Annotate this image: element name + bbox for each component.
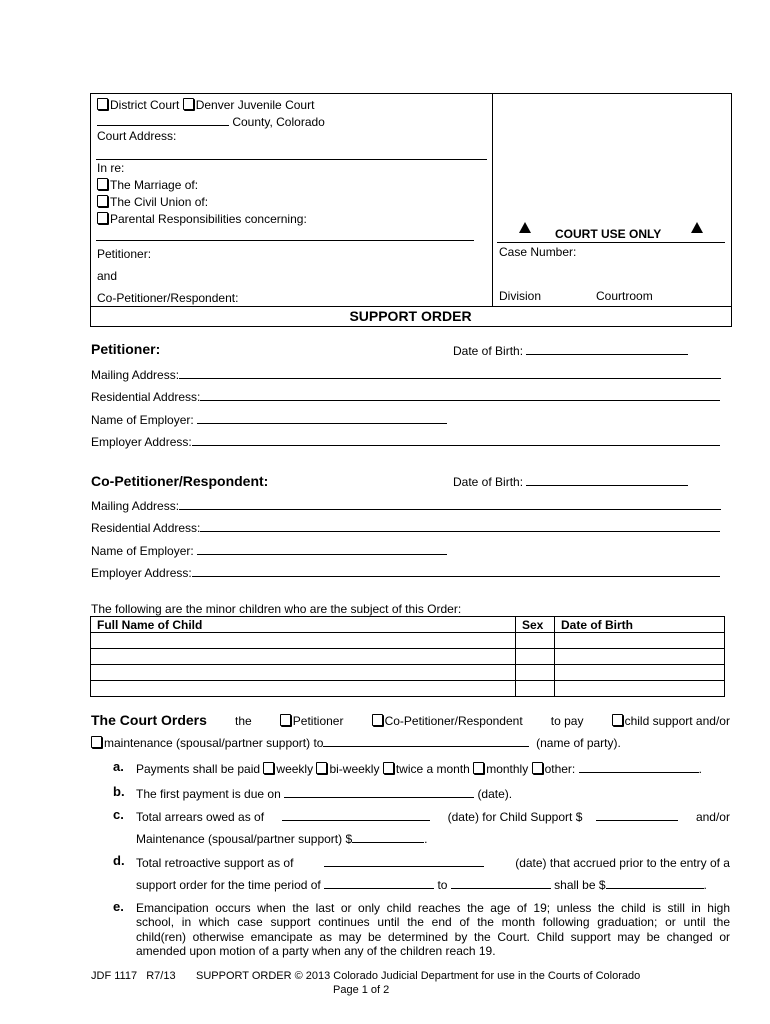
respondent-residential-field[interactable] <box>200 520 720 532</box>
orders-co-petitioner-option <box>372 714 523 728</box>
other-label: other: <box>544 762 576 776</box>
retroactive-label: Total retroactive support as of <box>136 856 294 870</box>
other-checkbox[interactable] <box>532 762 543 774</box>
marriage-label: The Marriage of: <box>110 178 199 192</box>
orders-line-1 <box>91 712 730 728</box>
child-name-cell[interactable] <box>91 665 516 681</box>
marriage-row <box>97 178 198 192</box>
table-row <box>91 633 725 649</box>
emancipation-line: child(ren) otherwise emancipate as may be determined by the Court. Child support may be changed or <box>136 930 730 944</box>
arrears-maintenance-field[interactable] <box>352 831 424 843</box>
arrears-and-or: and/or <box>695 810 730 824</box>
item-c-line-2: Maintenance (spousal/partner support) $ . <box>136 832 428 846</box>
period-end-field[interactable] <box>451 877 551 889</box>
item-a-letter: a. <box>113 759 124 774</box>
petitioner-employer-row <box>91 412 447 427</box>
column-full-name: Full Name of Child <box>91 617 516 633</box>
respondent-dob-label: Date of Birth: <box>453 475 524 489</box>
weekly-checkbox[interactable] <box>263 762 274 774</box>
parental-row <box>97 212 307 226</box>
table-row <box>91 665 725 681</box>
petitioner-mailing-label: Mailing Address: <box>91 368 180 382</box>
denver-juvenile-label: Denver Juvenile Court <box>195 98 315 112</box>
respondent-employer-address-row <box>91 565 720 580</box>
court-orders-heading: The Court Orders <box>91 712 207 728</box>
case-number-label: Case Number: <box>499 245 577 259</box>
respondent-dob-row <box>453 474 688 489</box>
first-payment-date-field[interactable] <box>284 786 474 798</box>
retroactive-amount-field[interactable] <box>606 877 704 889</box>
court-use-rule <box>497 242 725 243</box>
child-dob-cell[interactable] <box>555 665 725 681</box>
respondent-employer-field[interactable] <box>197 543 447 555</box>
denver-juvenile-checkbox[interactable] <box>183 98 194 110</box>
item-d-line-1 <box>136 855 730 870</box>
caption-and-label: and <box>97 269 118 283</box>
child-dob-cell[interactable] <box>555 633 725 649</box>
table-row <box>91 681 725 697</box>
page-number: Page 1 of 2 <box>333 984 390 996</box>
children-table-header <box>91 617 725 633</box>
biweekly-label: bi-weekly <box>329 762 380 776</box>
court-type-row <box>97 98 314 112</box>
respondent-employer-label: Name of Employer: <box>91 544 194 558</box>
petitioner-heading: Petitioner: <box>91 341 161 357</box>
civil-union-checkbox[interactable] <box>97 195 108 207</box>
form-id: JDF 1117 R7/13 <box>91 970 176 982</box>
biweekly-checkbox[interactable] <box>316 762 327 774</box>
item-d-letter: d. <box>113 853 125 868</box>
child-name-cell[interactable] <box>91 649 516 665</box>
orders-co-petitioner-checkbox[interactable] <box>372 714 383 726</box>
footer-title: SUPPORT ORDER © 2013 Colorado Judicial Department for use in the Courts of Colorado <box>196 970 641 982</box>
petitioner-residential-row <box>91 389 720 404</box>
respondent-residential-row <box>91 520 720 535</box>
column-sex: Sex <box>516 617 555 633</box>
respondent-mailing-row <box>91 498 721 513</box>
children-intro: The following are the minor children who are the subject of this Order: <box>91 602 462 616</box>
arrears-child-support-label: (date) for Child Support $ <box>447 810 583 824</box>
item-b-letter: b. <box>113 784 125 799</box>
payments-label: Payments shall be paid <box>136 762 261 776</box>
parental-label: Parental Responsibilities concerning: <box>110 212 307 226</box>
petitioner-employer-field[interactable] <box>197 412 447 424</box>
district-court-checkbox[interactable] <box>97 98 108 110</box>
orders-the-text: the <box>235 714 252 728</box>
form-title: SUPPORT ORDER <box>349 308 472 324</box>
first-payment-date-suffix: (date). <box>477 787 513 801</box>
item-c-letter: c. <box>113 807 124 822</box>
orders-petitioner-checkbox[interactable] <box>280 714 291 726</box>
marriage-checkbox[interactable] <box>97 178 108 190</box>
item-a-text: Payments shall be paid weekly bi-weekly twice a month monthly other: . <box>136 762 702 776</box>
retroactive-date-field[interactable] <box>324 855 484 867</box>
court-address-label: Court Address: <box>97 129 177 143</box>
division-label: Division <box>499 289 542 303</box>
orders-line-2 <box>91 735 621 750</box>
arrears-child-support-field[interactable] <box>596 809 678 821</box>
petitioner-employer-address-label: Employer Address: <box>91 435 192 449</box>
children-table <box>90 616 725 697</box>
in-re-label: In re: <box>97 161 125 175</box>
district-court-label: District Court <box>110 98 180 112</box>
child-sex-cell[interactable] <box>516 665 555 681</box>
arrears-maintenance-label: Maintenance (spousal/partner support) $ <box>136 832 353 846</box>
name-of-party-label: (name of party). <box>536 736 621 750</box>
child-dob-cell[interactable] <box>555 649 725 665</box>
county-field[interactable] <box>97 114 229 126</box>
respondent-employer-address-label: Employer Address: <box>91 566 192 580</box>
maintenance-checkbox[interactable] <box>91 736 102 748</box>
respondent-dob-field[interactable] <box>526 474 688 486</box>
orders-co-petitioner-label: Co-Petitioner/Respondent <box>384 714 523 728</box>
parental-checkbox[interactable] <box>97 212 108 224</box>
petitioner-employer-address-field[interactable] <box>192 434 720 446</box>
court-address-rule <box>96 159 487 160</box>
period-to-label: to <box>437 878 448 892</box>
county-row <box>97 114 325 129</box>
petitioner-employer-address-row <box>91 434 720 449</box>
monthly-checkbox[interactable] <box>473 762 484 774</box>
maintenance-label: maintenance (spousal/partner support) to <box>104 736 324 750</box>
respondent-employer-row <box>91 543 447 558</box>
caption-divider <box>492 93 493 306</box>
item-b-text <box>136 786 512 801</box>
time-period-label: support order for the time period of <box>136 878 321 892</box>
twice-month-label: twice a month <box>395 762 470 776</box>
civil-union-row <box>97 195 208 209</box>
petitioner-mailing-field[interactable] <box>179 367 721 379</box>
arrow-left-icon <box>519 222 531 236</box>
child-sex-cell[interactable] <box>516 633 555 649</box>
item-c-line-1 <box>136 809 730 824</box>
child-sex-cell[interactable] <box>516 681 555 697</box>
shall-be-label: shall be $ <box>554 878 606 892</box>
orders-child-support-option <box>612 714 730 728</box>
petitioner-dob-label: Date of Birth: <box>453 344 524 358</box>
respondent-mailing-field[interactable] <box>179 498 721 510</box>
caption-title-rule <box>90 306 731 307</box>
child-sex-cell[interactable] <box>516 649 555 665</box>
emancipation-line: amended upon motion of a party when any of the children reach 19. <box>136 944 496 958</box>
respondent-employer-address-field[interactable] <box>192 565 720 577</box>
emancipation-line: school, in which case support continues until the end of the month following graduation; or until the <box>136 915 730 929</box>
child-dob-cell[interactable] <box>555 681 725 697</box>
respondent-residential-label: Residential Address: <box>91 521 201 535</box>
arrow-right-icon <box>691 222 703 236</box>
arrears-label: Total arrears owed as of <box>136 810 265 824</box>
table-row <box>91 649 725 665</box>
petitioner-mailing-row <box>91 367 721 382</box>
child-name-cell[interactable] <box>91 681 516 697</box>
caption-petitioner-label: Petitioner: <box>97 247 152 261</box>
orders-to-pay-text: to pay <box>550 714 584 728</box>
petitioner-dob-field[interactable] <box>526 343 688 355</box>
item-d-line-2: support order for the time period of to shall be $ . <box>136 878 707 892</box>
caption-co-petitioner-label: Co-Petitioner/Respondent: <box>97 291 239 305</box>
period-start-field[interactable] <box>324 877 434 889</box>
party-rule <box>96 240 474 241</box>
child-support-checkbox[interactable] <box>612 714 623 726</box>
retroactive-accrued-label: (date) that accrued prior to the entry of a <box>515 856 730 870</box>
respondent-mailing-label: Mailing Address: <box>91 499 180 513</box>
child-support-label: child support and/or <box>624 714 730 728</box>
monthly-label: monthly <box>486 762 529 776</box>
petitioner-dob-row <box>453 343 688 358</box>
child-name-cell[interactable] <box>91 633 516 649</box>
arrears-date-field[interactable] <box>282 809 430 821</box>
county-label: County, Colorado <box>232 115 325 129</box>
orders-petitioner-label: Petitioner <box>292 714 344 728</box>
civil-union-label: The Civil Union of: <box>110 195 209 209</box>
court-use-only-label: COURT USE ONLY <box>555 227 662 241</box>
courtroom-label: Courtroom <box>596 289 653 303</box>
petitioner-residential-label: Residential Address: <box>91 390 201 404</box>
weekly-label: weekly <box>276 762 314 776</box>
maintenance-party-field[interactable] <box>323 735 529 747</box>
twice-month-checkbox[interactable] <box>383 762 394 774</box>
petitioner-residential-field[interactable] <box>200 389 720 401</box>
respondent-heading: Co-Petitioner/Respondent: <box>91 473 269 489</box>
other-frequency-field[interactable] <box>579 761 699 773</box>
emancipation-line: Emancipation occurs when the last or only child reaches the age of 19; unless the child is still in high <box>136 901 730 915</box>
orders-petitioner-option <box>280 714 344 728</box>
petitioner-employer-label: Name of Employer: <box>91 413 194 427</box>
first-payment-label: The first payment is due on <box>136 787 281 801</box>
item-e-letter: e. <box>113 899 124 914</box>
column-date-of-birth: Date of Birth <box>555 617 725 633</box>
